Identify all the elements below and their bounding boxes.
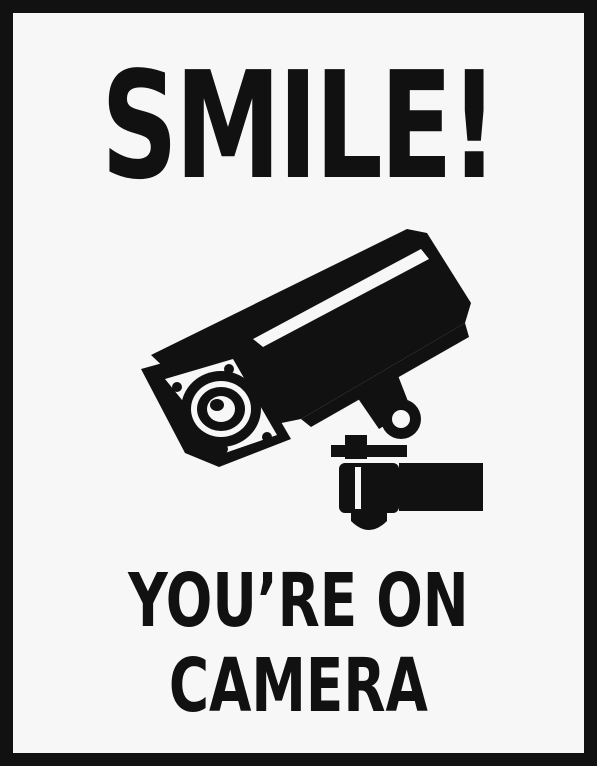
- sign-subtext-line-2: CAMERA: [168, 643, 428, 729]
- sign-headline: SMILE!: [101, 40, 496, 212]
- sign-subtext-line-1: YOU’RE ON: [128, 558, 469, 644]
- camera-lens: [181, 371, 261, 447]
- security-camera-icon: [125, 213, 485, 543]
